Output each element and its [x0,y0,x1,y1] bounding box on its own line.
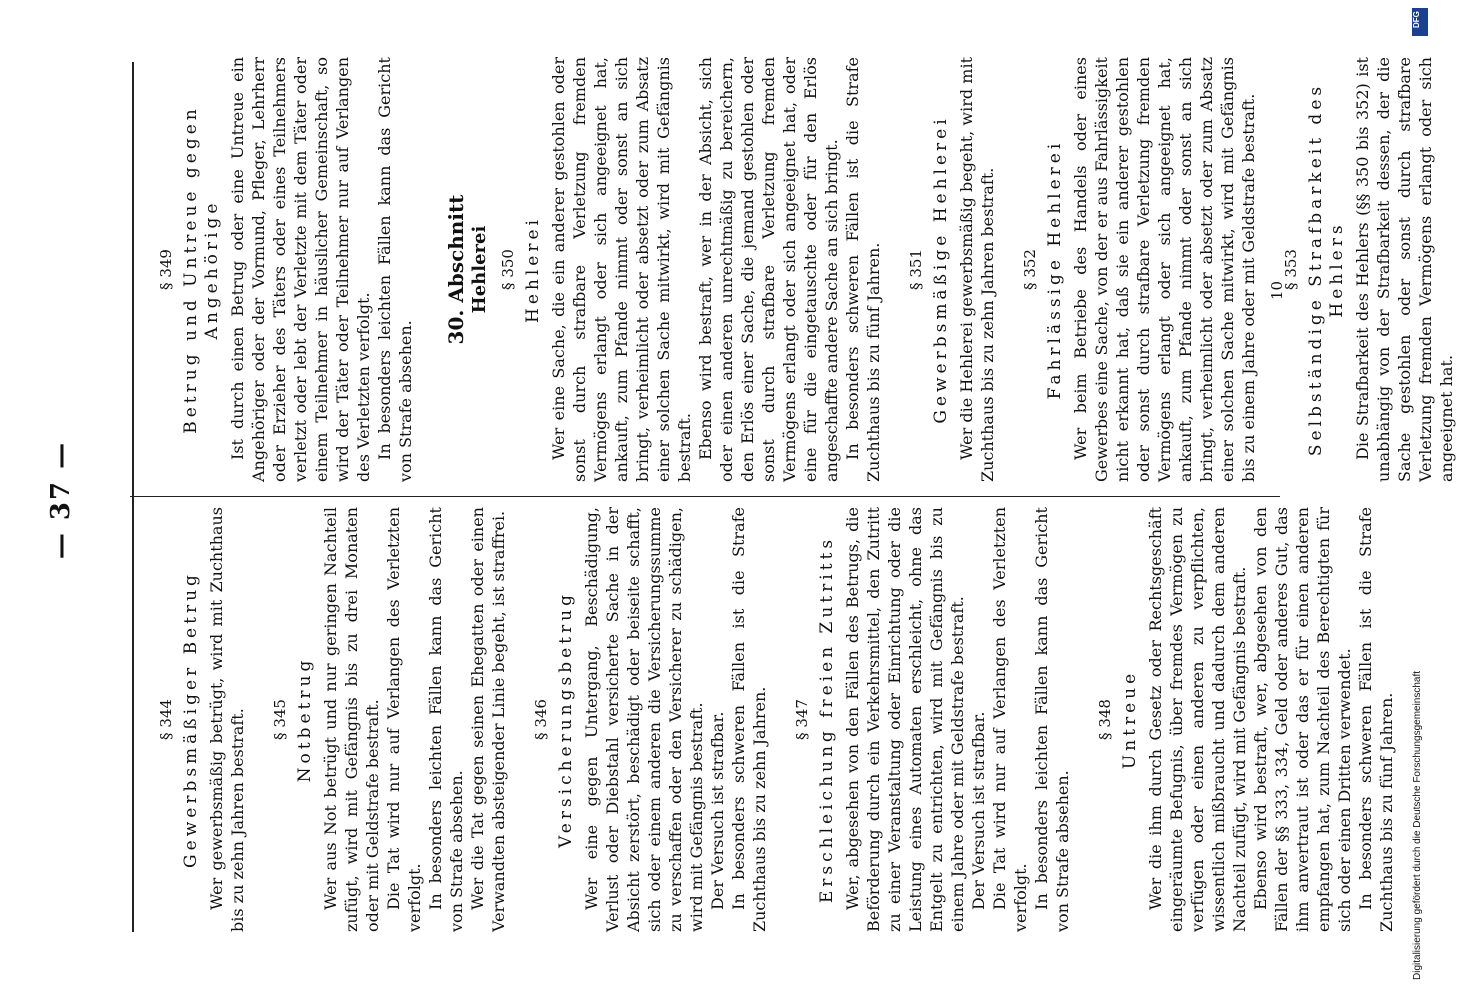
section-heading: Untreue [1120,669,1140,770]
section-number: § 344 [157,699,175,740]
header-rule [132,62,134,932]
paragraph: Ebenso wird bestraft, wer, abgesehen von den Fällen der §§ 333, 334, Geld oder anderes Gut, das ihm anvertraut ist oder das er für einen anderen empfangen hat, zum Nachteil des Berechtigten für sich oder einen Dritten verwendet. [1251,507,1354,932]
section-heading: Gewerbsmäßige Hehlerei [931,115,951,424]
paragraph: In besonders leichten Fällen kann das Gericht von Strafe absehen. [375,57,415,482]
paragraph: Wer die Tat gegen seinen Ehegatten oder einen Verwandten absteigender Linie begeht, ist straffrei. [468,507,508,932]
column-divider [130,496,1280,497]
section-number: § 352 [1021,249,1039,290]
section-heading: Hehlerei [523,216,543,323]
section-number: § 351 [907,249,925,290]
paragraph: Wer eine gegen Untergang, Beschädigung, Verlust oder Diebstahl versicherte Sache in der Absicht zerstört, beschädigt oder beiseite schafft, sich oder einem anderen die Versicherungssumme zu verschaffen oder den Versicherer zu schädigen, wird mit Gefängnis bestraft. [582,507,706,932]
section-heading: Erschleichung freien Zutritts [817,535,837,904]
paragraph: Die Tat wird nur auf Verlangen des Verletzten verfolgt. [990,507,1030,932]
paragraph: Die Tat wird nur auf Verlangen des Verletzten verfolgt. [384,507,424,932]
paragraph: Ist durch einen Betrug oder eine Untreue ein Angehöriger oder der Vormund, Pfleger, Lehrherr oder Erzieher des Täters oder eines Teilnehmers verletzt oder lebt der Verletzte mit dem Täter oder einem Teilnehmer in häuslicher Gemeinschaft, so wird der Täter oder Teilnehmer nur auf Verlangen des Verletzten verfolgt. [228,57,373,482]
dfg-logo-text: DFG [1412,11,1421,28]
paragraph: In besonders leichten Fällen kann das Gericht von Strafe absehen. [1032,507,1072,932]
paragraph: In besonders schweren Fällen ist die Strafe Zuchthaus bis zu fünf Jahren. [843,57,883,482]
dfg-logo-icon [1412,8,1428,36]
paragraph: Wer die ihm durch Gesetz oder Rechtsgeschäft eingeräumte Befugnis, über fremdes Vermögen zu verfügen oder einen anderen zu verpflichten, wissentlich mißbraucht und dadurch dem anderen Nachteil zufügt, wird mit Gefängnis bestraft. [1146,507,1249,932]
paragraph: Wer beim Betriebe des Handels oder eines Gewerbes eine Sache, von der er aus Fahrlässigkeit nicht erkannt hat, daß sie ein anderer gestohlen oder sonst durch strafbare Verletzung fremden Vermögens erlangt oder sich angeeignet hat, ankauft, zum Pfande nimmt oder sonst an sich bringt, verheimlicht oder absetzt oder zum Absatz einer solchen Sache mitwirkt, wird mit Gefängnis bis zu einem Jahre oder mit Geldstrafe bestraft. [1071,57,1258,482]
section-heading: Fahrlässige Hehlerei [1045,139,1065,400]
paragraph: In besonders schweren Fällen ist die Strafe Zuchthaus bis zu zehn Jahren. [729,507,769,932]
section-heading: Gewerbsmäßiger Betrug [181,571,201,868]
paragraph: In besonders schweren Fällen ist die Strafe Zuchthaus bis zu fünf Jahren. [1356,507,1396,932]
section-number: § 348 [1096,699,1114,740]
credit-strip [1408,0,1434,1000]
chapter-heading: 30. Abschnitt [444,194,468,345]
page-number: — 37 — [46,440,76,560]
section-heading: Versicherungsbetrug [556,591,576,848]
section-number: § 350 [499,249,517,290]
section-heading: Betrug und Untreue gegen Angehörige [181,105,222,434]
chapter-title: Hehlerei [469,225,490,314]
paragraph: Der Versuch ist strafbar. [708,711,727,910]
section-number: § 346 [532,699,550,740]
paragraph: Wer, abgesehen von den Fällen des Betrugs, die Beförderung durch ein Verkehrsmittel, den Zutritt zu einer Veranstaltung oder Einrichtung oder die Leistung eines Automaten erschleicht, ohne das Entgelt zu entrichten, wird mit Gefängnis bis zu einem Jahre oder mit Geldstrafe bestraft. [843,507,967,932]
paragraph: Wer die Hehlerei gewerbsmäßig begeht, wird mit Zuchthaus bis zu zehn Jahren bestraft. [957,57,997,482]
right-column [148,57,1457,482]
left-column [148,507,1397,932]
credit-text: Digitalisierung gefördert durch die Deutsche Forschungsgemeinschaft [1412,670,1423,980]
section-heading: Selbständige Strafbarkeit des Hehlers [1306,82,1347,457]
section-number: § 345 [271,699,289,740]
footer-number: 10 [1268,280,1286,300]
paragraph: Wer aus Not betrügt und nur geringen Nachteil zufügt, wird mit Gefängnis bis zu drei Monaten oder mit Geldstrafe bestraft. [321,507,382,932]
paragraph: Der Versuch ist strafbar. [969,711,988,910]
section-number: § 347 [793,699,811,740]
section-number: § 349 [157,249,175,290]
paragraph: Die Strafbarkeit des Hehlers (§§ 350 bis 352) ist unabhängig von der Strafbarkeit dessen, der die Sache gestohlen oder sonst durch strafbare Verletzung fremden Vermögens erlangt oder sich angeeignet hat. [1353,57,1456,482]
paragraph: Ebenso wird bestraft, wer in der Absicht, sich oder einen anderen unrechtmäßig zu bereichern, den Erlös einer Sache, die jemand gestohlen oder sonst durch strafbare Verletzung fremden Vermögens erlangt oder sich angeeignet hat, oder eine für die eingetauschte oder für den Erlös angeschaffte andere Sache an sich bringt. [696,57,841,482]
paragraph: Wer gewerbsmäßig betrügt, wird mit Zuchthaus bis zu zehn Jahren bestraft. [207,507,247,932]
section-heading: Notbetrug [295,656,315,783]
paragraph: In besonders leichten Fällen kann das Gericht von Strafe absehen. [426,507,466,932]
paragraph: Wer eine Sache, die ein anderer gestohlen oder sonst durch strafbare Verletzung fremden Vermögens erlangt oder sich angeeignet hat, ankauft, zum Pfande nimmt oder sonst an sich bringt, verheimlicht oder absetzt oder zum Absatz einer solchen Sache mitwirkt, wird mit Gefängnis bestraft. [549,57,694,482]
section-number: § 353 [1282,249,1300,290]
